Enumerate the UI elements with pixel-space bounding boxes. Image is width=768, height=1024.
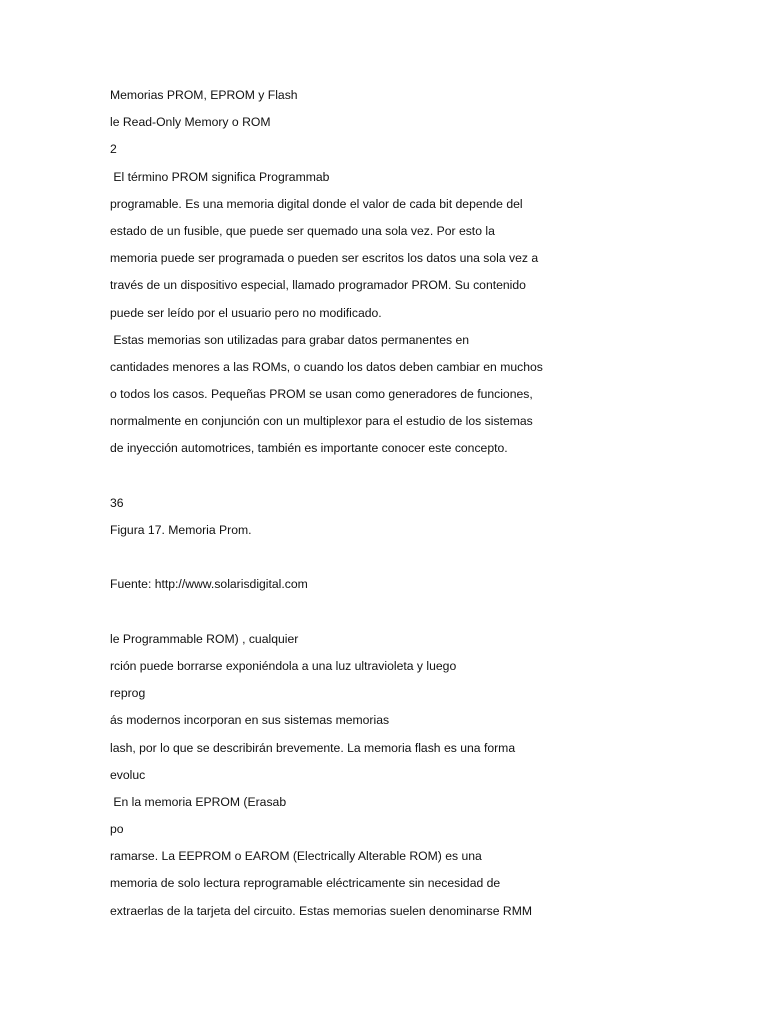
text-line: de inyección automotrices, también es importante conocer este concepto.: [110, 441, 508, 456]
text-line: ás modernos incorporan en sus sistemas memorias: [110, 713, 390, 728]
text-line: le Programmable ROM) , cualquier: [110, 631, 299, 646]
text-line: cantidades menores a las ROMs, o cuando los datos deben cambiar en muchos: [110, 359, 543, 374]
text-line: normalmente en conjunción con un multiplexor para el estudio de los sistemas: [110, 414, 533, 429]
document-title: Memorias PROM, EPROM y Flash: [110, 88, 298, 102]
text-line: po: [110, 822, 124, 837]
text-line: memoria de solo lectura reprogramable eléctricamente sin necesidad de: [110, 876, 501, 891]
text-line: Estas memorias son utilizadas para grabar datos permanentes en: [110, 332, 470, 347]
text-line: través de un dispositivo especial, llamado programador PROM. Su contenido: [110, 278, 526, 293]
text-line: estado de un fusible, que puede ser quemado una sola vez. Por esto la: [110, 223, 495, 238]
text-line: reprog: [110, 686, 146, 701]
document-page: [110, 84, 730, 927]
page-number: 2: [110, 142, 117, 157]
text-line: programable. Es una memoria digital donde el valor de cada bit depende del: [110, 196, 523, 211]
text-line: El término PROM significa Programmab: [110, 169, 330, 184]
figure-source: Fuente: http://www.solarisdigital.com: [110, 577, 308, 592]
figure-caption: Figura 17. Memoria Prom.: [110, 523, 252, 537]
text-line: puede ser leído por el usuario pero no modificado.: [110, 305, 382, 320]
text-line: evoluc: [110, 767, 146, 782]
text-line: memoria puede ser programada o pueden ser escritos los datos una sola vez a: [110, 251, 539, 266]
text-line: En la memoria EPROM (Erasab: [110, 794, 287, 809]
blank-line: [110, 601, 730, 628]
text-line: lash, por lo que se describirán brevemente. La memoria flash es una forma: [110, 740, 516, 755]
text-line: extraerlas de la tarjeta del circuito. Estas memorias suelen denominarse RMM: [110, 903, 532, 918]
page-number: 36: [110, 495, 124, 510]
text-line: rción puede borrarse exponiéndola a una luz ultravioleta y luego: [110, 658, 457, 673]
text-line: ramarse. La EEPROM o EAROM (Electrically Alterable ROM) es una: [110, 849, 482, 864]
text-line: o todos los casos. Pequeñas PROM se usan como generadores de funciones,: [110, 387, 533, 402]
blank-line: [110, 546, 730, 573]
blank-line: [110, 465, 730, 492]
text-line: le Read-Only Memory o ROM: [110, 115, 271, 130]
